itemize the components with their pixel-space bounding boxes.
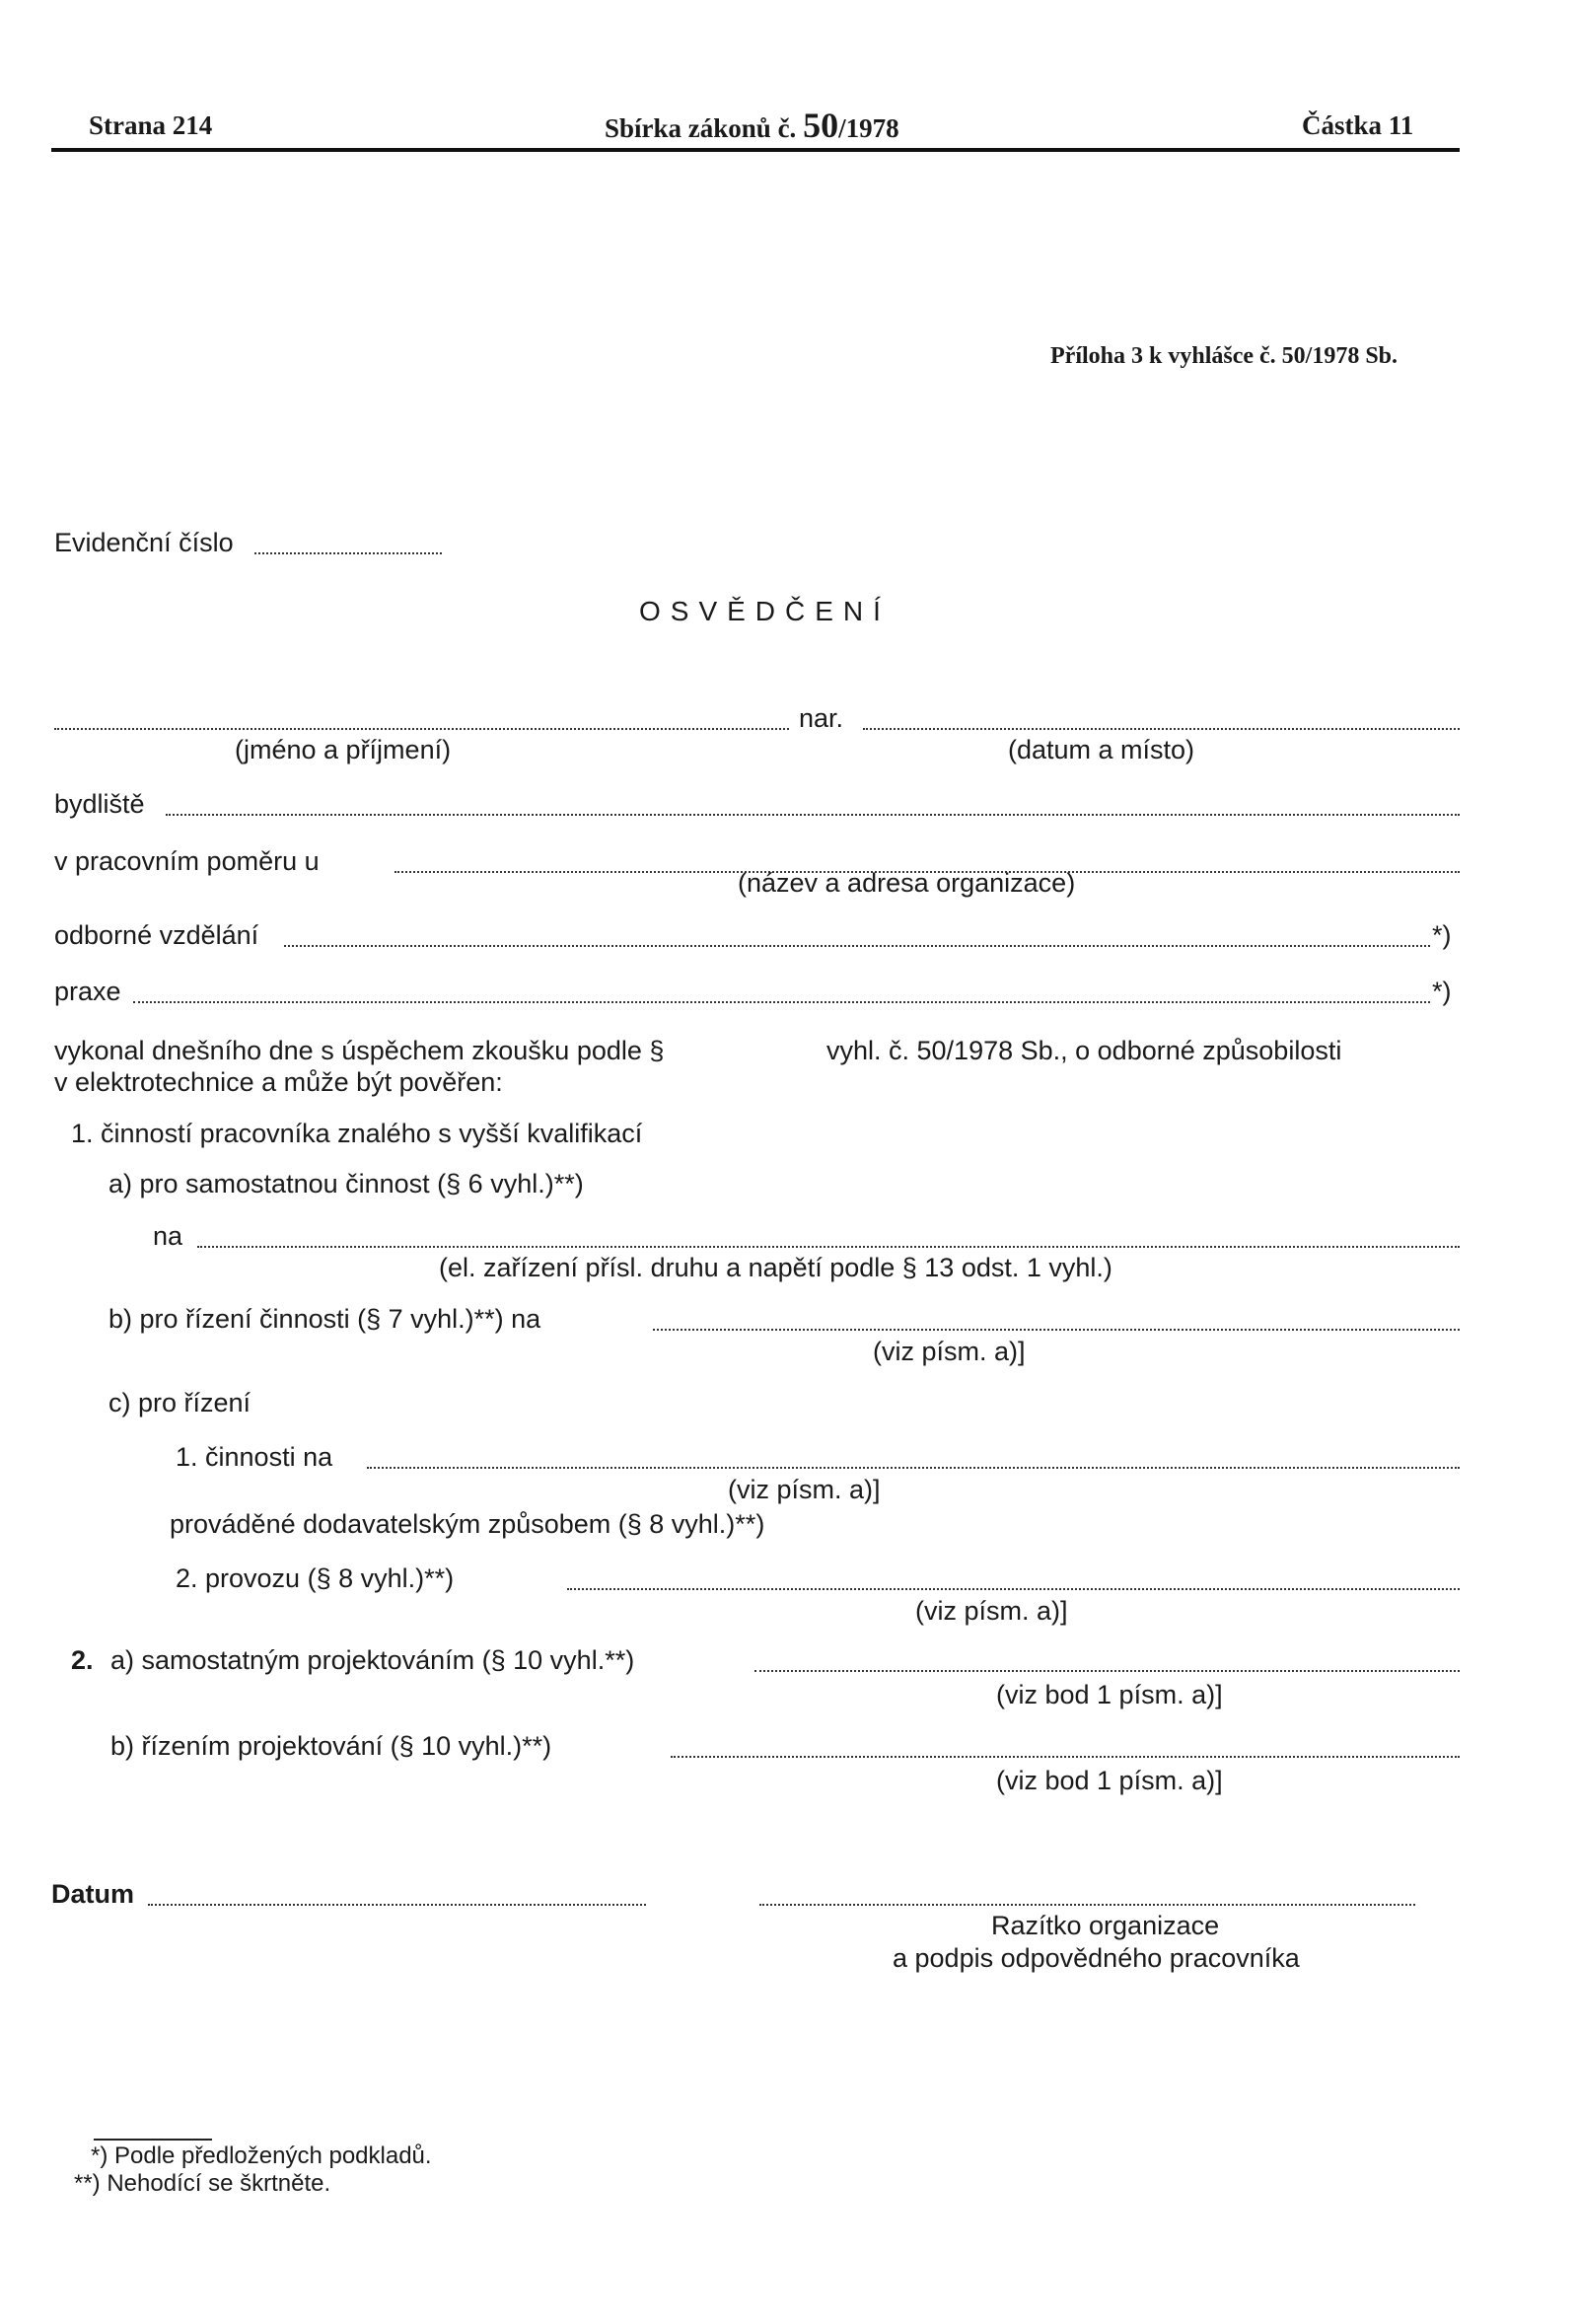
item1c-label: c) pro řízení: [108, 1388, 251, 1417]
date-place-caption: (datum a místo): [1008, 735, 1195, 764]
birth-line[interactable]: [863, 728, 1460, 730]
education-line[interactable]: [284, 945, 1430, 947]
footnote-divider: [94, 2139, 212, 2141]
item1b-line[interactable]: [653, 1329, 1460, 1331]
education-label: odborné vzdělání: [54, 920, 259, 950]
residence-label: bydliště: [54, 789, 145, 819]
collection-year: /1978: [838, 113, 899, 143]
item2b-caption: (viz bod 1 písm. a)]: [996, 1766, 1223, 1795]
item1c1-line[interactable]: [367, 1467, 1460, 1469]
item1c1-continuation: prováděné dodavatelským způsobem (§ 8 vyhl.)**): [170, 1509, 765, 1539]
item1c1-caption: (viz písm. a)]: [728, 1475, 881, 1504]
practice-line[interactable]: [133, 1001, 1430, 1003]
item1b-label: b) pro řízení činnosti (§ 7 vyhl.)**) na: [108, 1304, 541, 1334]
signature-line[interactable]: [759, 1904, 1415, 1906]
evidence-number-label: Evidenční číslo: [54, 528, 234, 557]
item2b-line[interactable]: [671, 1756, 1460, 1758]
collection-title: [605, 105, 899, 146]
item1c2-line[interactable]: [567, 1588, 1460, 1590]
page-number: Strana 214: [89, 110, 213, 140]
header-rule: [51, 148, 1460, 152]
evidence-number-line[interactable]: [254, 552, 442, 554]
item1b-caption: (viz písm. a)]: [873, 1337, 1026, 1366]
footnote-1: *) Podle předložených podkladů.: [91, 2142, 432, 2169]
part-number: Částka 11: [1302, 110, 1414, 140]
item1c2-caption: (viz písm. a)]: [915, 1596, 1068, 1626]
footnote-2: **) Nehodící se škrtněte.: [74, 2170, 331, 2197]
name-line[interactable]: [54, 728, 789, 730]
attachment-note: Příloha 3 k vyhlášce č. 50/1978 Sb.: [1050, 343, 1399, 369]
exam-text-line2: v elektrotechnice a může být pověřen:: [54, 1067, 503, 1097]
practice-footnote-mark: *): [1432, 977, 1452, 1006]
education-footnote-mark: *): [1432, 920, 1452, 950]
organization-caption: (název a adresa organizace): [738, 868, 1076, 898]
stamp-caption-line1: Razítko organizace: [991, 1911, 1220, 1940]
item2a-line[interactable]: [754, 1670, 1460, 1672]
name-caption: (jméno a příjmení): [235, 735, 452, 764]
item2b-label: b) řízením projektování (§ 10 vyhl.)**): [110, 1731, 552, 1761]
item1a-label: a) pro samostatnou činnost (§ 6 vyhl.)**): [108, 1169, 584, 1198]
item2a-caption: (viz bod 1 písm. a)]: [996, 1680, 1223, 1709]
item1-heading: 1. činností pracovníka znalého s vyšší kvalifikací: [71, 1119, 643, 1148]
item1c1-label: 1. činnosti na: [176, 1442, 333, 1472]
collection-prefix: Sbírka zákonů č.: [605, 113, 797, 143]
item1a-na-label: na: [153, 1221, 183, 1251]
item1a-line[interactable]: [197, 1246, 1460, 1248]
residence-line[interactable]: [166, 814, 1460, 816]
exam-text-part1: vykonal dnešního dne s úspěchem zkoušku podle §: [54, 1036, 665, 1065]
document-title: OSVĚDČENÍ: [639, 596, 891, 626]
practice-label: praxe: [54, 977, 121, 1006]
stamp-caption-line2: a podpis odpovědného pracovníka: [893, 1943, 1300, 1973]
item2-number: 2.: [71, 1645, 94, 1675]
date-label: Datum: [51, 1879, 135, 1909]
employment-text: v pracovním poměru u: [54, 846, 320, 876]
item1a-caption: (el. zařízení přísl. druhu a napětí podle § 13 odst. 1 vyhl.): [439, 1253, 1112, 1282]
item2a-label: a) samostatným projektováním (§ 10 vyhl.**): [110, 1645, 635, 1675]
born-label: nar.: [799, 703, 844, 733]
item1c2-label: 2. provozu (§ 8 vyhl.)**): [176, 1563, 455, 1593]
exam-text-part2: vyhl. č. 50/1978 Sb., o odborné způsobilosti: [826, 1036, 1342, 1065]
collection-number: 50: [803, 106, 839, 145]
date-line[interactable]: [148, 1904, 646, 1906]
